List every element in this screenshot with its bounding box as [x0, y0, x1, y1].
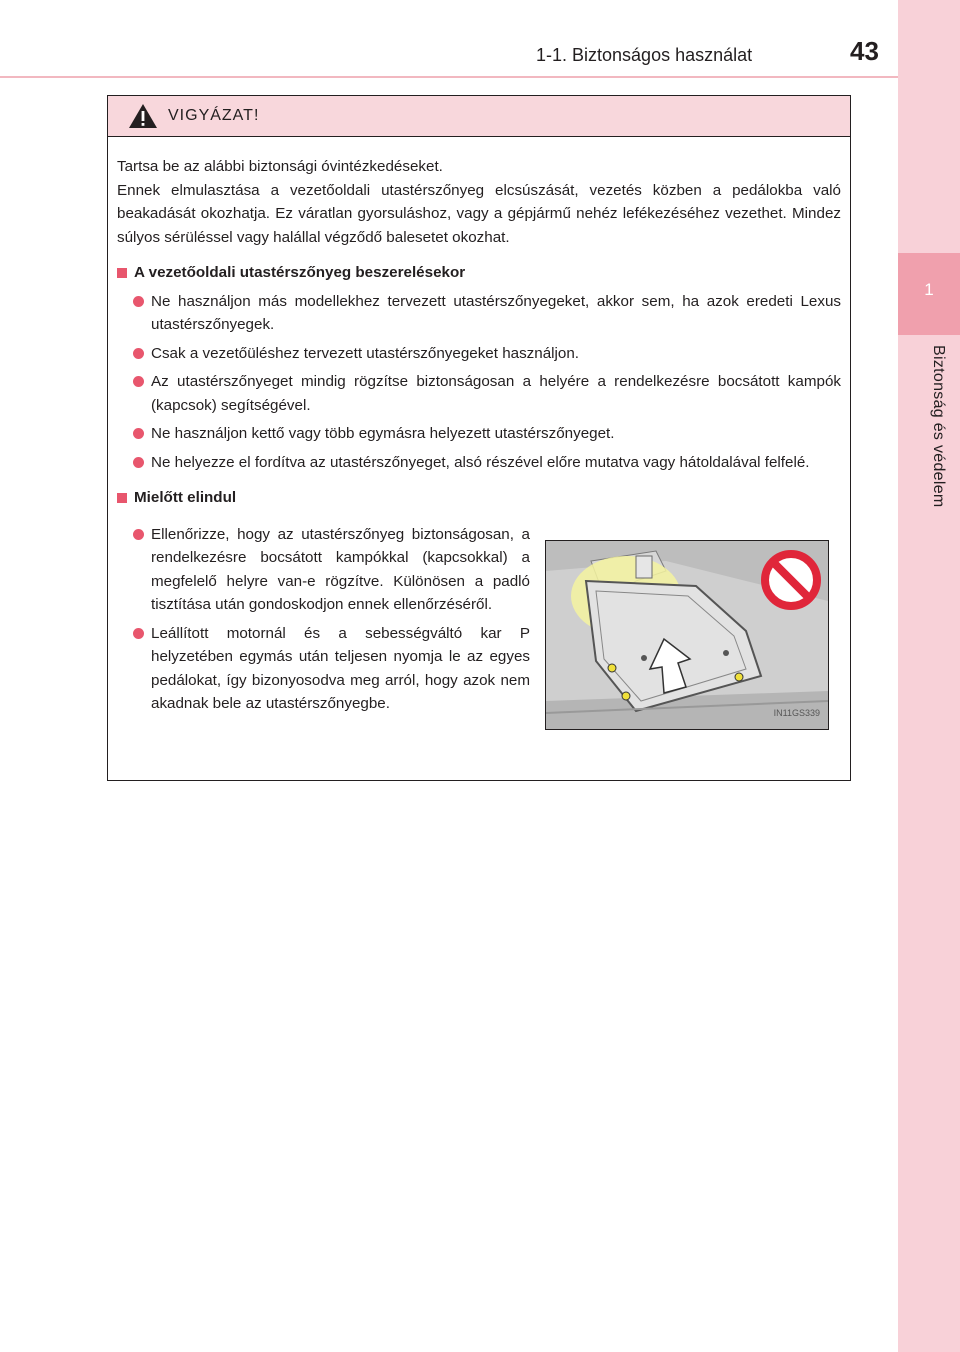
warning-title: VIGYÁZAT! [168, 107, 260, 124]
section-heading-text: Mielőtt elindul [134, 489, 237, 506]
before-driving-list [117, 518, 530, 730]
section-heading-text: A vezetőoldali utastérszőnyeg beszerelésekor [134, 264, 466, 281]
warning-header [108, 96, 850, 137]
bullet-dot-icon [133, 348, 144, 359]
square-bullet-icon [117, 493, 127, 503]
list-item [117, 523, 530, 617]
list-item [117, 422, 841, 446]
list-item [117, 290, 841, 337]
before-driving-content [117, 518, 841, 730]
list-item [117, 622, 530, 716]
side-band [898, 0, 960, 1352]
intro-line-2: Ennek elmulasztása a vezetőoldali utastérszőnyeg elcsúszását, vezetés közben a pedálokba való beakadását okozhatja. Ez váratlan gyorsuláshoz, vagy a gépjármű nehéz lefékezéséhez vezethet. Mindez súlyos sérüléssel vagy halállal végződő balesetet okozhat. [117, 181, 841, 246]
list-item-text: Az utastérszőnyeget mindig rögzítse biztonságosan a helyére a rendelkezésre bocsátott kampók (kapcsok) segítségével. [151, 373, 841, 414]
square-bullet-icon [117, 268, 127, 278]
list-item [117, 451, 841, 475]
bullet-dot-icon [133, 529, 144, 540]
chapter-label: Biztonság és védelem [930, 345, 947, 508]
list-item-text: Leállított motornál és a sebességváltó kar P helyzetében egymás után teljesen nyomja le az egyes pedálokat, így bizonyosodva meg arról, hogy azok nem akadnak bele az utastérszőnyegbe. [151, 624, 530, 712]
list-item [117, 370, 841, 417]
running-header-title: 1-1. Biztonságos használat [536, 45, 753, 65]
section-heading-installation [117, 261, 841, 285]
list-item-text: Ne helyezze el fordítva az utastérszőnyeget, alsó részével előre mutatva vagy hátoldalával felfelé. [151, 453, 810, 471]
list-item-text: Ellenőrizze, hogy az utastérszőnyeg biztonságosan, a rendelkezésre bocsátott kampókkal (kapcsokkal) a megfelelő helyre van-e rögzítve. Különösen a padló tisztítása után gondoskodjon ennek ellenőrzéséről. [151, 525, 530, 613]
bullet-dot-icon [133, 628, 144, 639]
chapter-number: 1 [924, 280, 934, 299]
bullet-dot-icon [133, 296, 144, 307]
warning-triangle-icon [128, 103, 158, 129]
warning-body [108, 137, 850, 730]
illustration-code: IN11GS339 [773, 708, 820, 718]
prohibited-icon [760, 549, 822, 611]
list-item-text: Ne használjon más modellekhez tervezett utastérszőnyegeket, akkor sem, ha azok eredeti Lexus utastérszőnyegek. [151, 292, 841, 333]
bullet-dot-icon [133, 428, 144, 439]
list-item-text: Csak a vezetőüléshez tervezett utastérszőnyegeket használjon. [151, 344, 580, 362]
bullet-dot-icon [133, 457, 144, 468]
intro-line-1: Tartsa be az alábbi biztonsági óvintézkedéseket. [117, 158, 443, 175]
header-rule [0, 76, 898, 78]
floor-mat-illustration [545, 540, 829, 730]
page-number: 43 [850, 36, 879, 66]
list-item [117, 342, 841, 366]
warning-box [107, 95, 851, 781]
section-heading-before-driving [117, 486, 841, 510]
list-item-text: Ne használjon kettő vagy több egymásra helyezett utastérszőnyeget. [151, 425, 615, 442]
bullet-dot-icon [133, 376, 144, 387]
